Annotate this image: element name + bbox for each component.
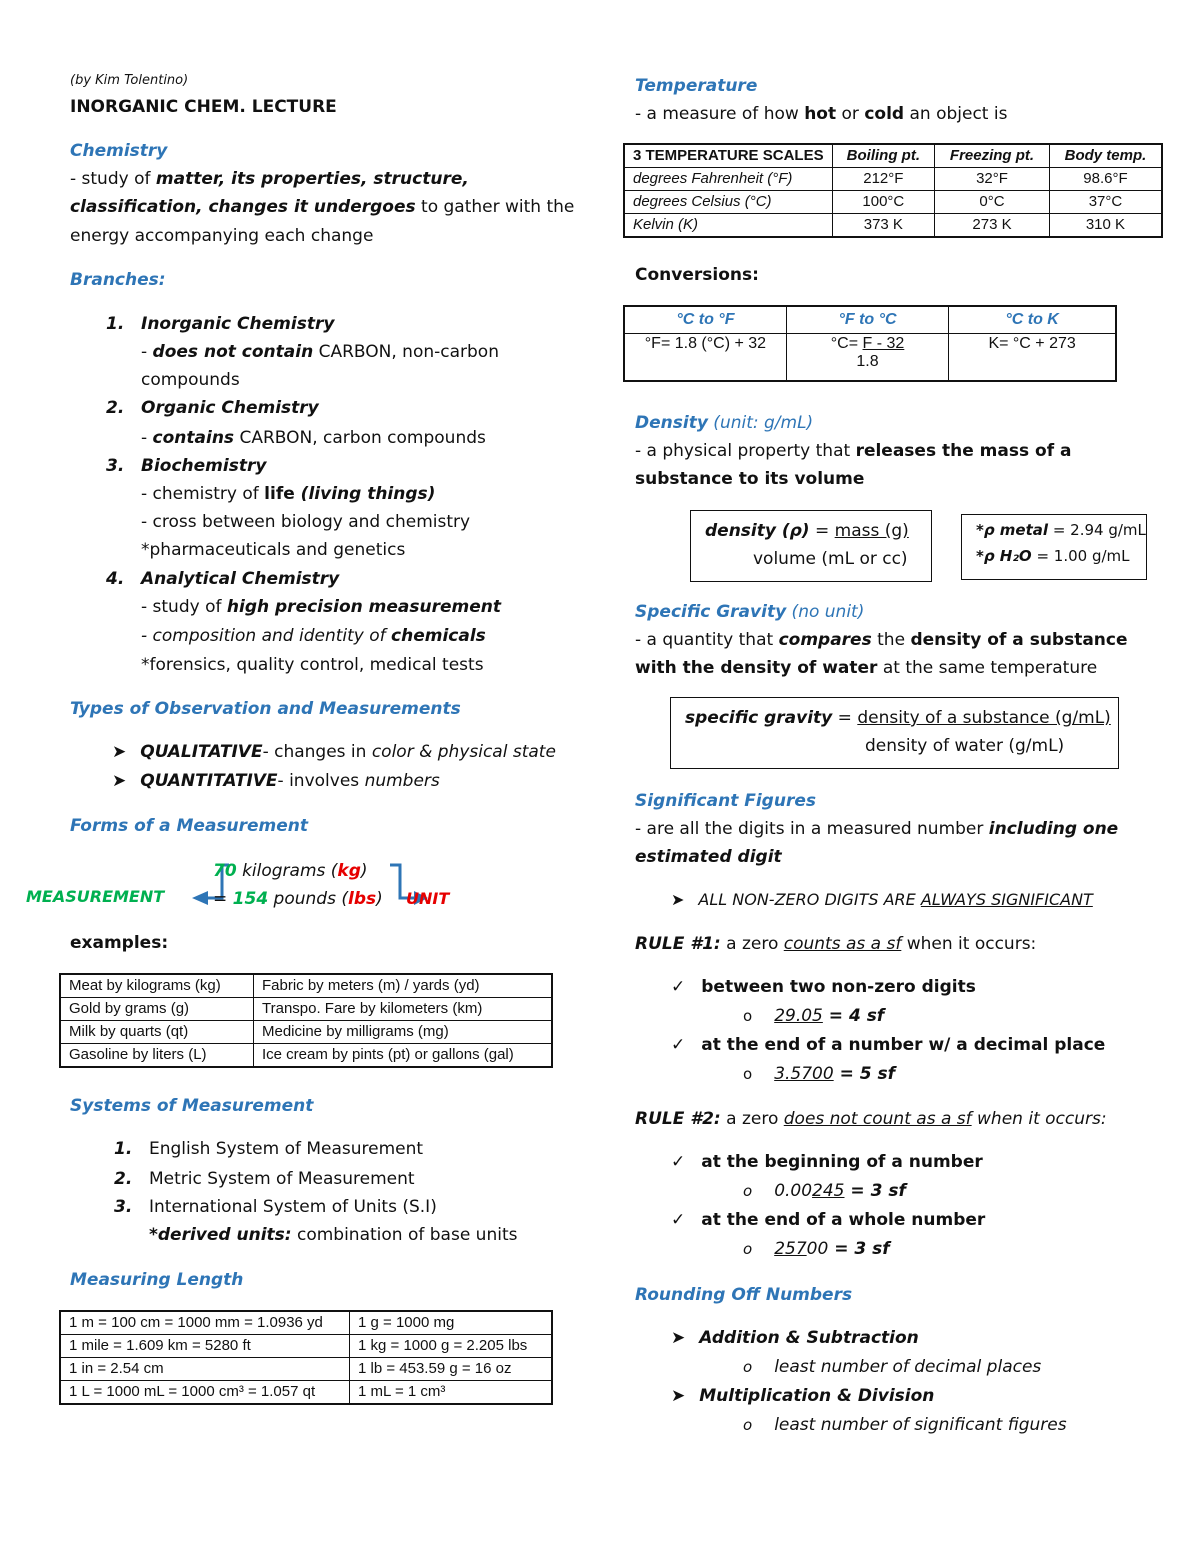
- table-cell: 1 lb = 453.59 g = 16 oz: [350, 1358, 553, 1381]
- branch-number-4: 4.: [106, 569, 125, 589]
- arrow-bullet-icon: ➤: [671, 890, 685, 909]
- table-cell: 100°C: [832, 191, 935, 214]
- chemistry-definition-line1: - study of matter, its properties, structure,: [70, 169, 469, 189]
- checkmark-icon: ✓: [671, 1035, 686, 1055]
- table-cell: 1 mile = 1.609 km = 5280 ft: [60, 1335, 350, 1358]
- branches-heading: Branches:: [70, 270, 166, 290]
- rounding-heading: Rounding Off Numbers: [635, 1285, 853, 1305]
- table-cell: 212°F: [832, 168, 935, 191]
- table-header: Boiling pt.: [832, 144, 935, 168]
- table-cell: 1 L = 1000 mL = 1000 cm³ = 1.057 qt: [60, 1381, 350, 1405]
- table-cell: 1 mL = 1 cm³: [350, 1381, 553, 1405]
- table-header-row: [624, 306, 1116, 334]
- author-credit: (by Kim Tolentino): [70, 73, 189, 88]
- systems-item-metric: Metric System of Measurement: [149, 1169, 415, 1189]
- table-row: [624, 191, 1162, 214]
- branch-biochem-desc1: - chemistry of life (living things): [141, 484, 436, 504]
- table-cell: Milk by quarts (qt): [60, 1021, 254, 1044]
- table-row: [60, 1358, 552, 1381]
- length-heading: Measuring Length: [70, 1270, 244, 1290]
- table-cell: Kelvin (K): [624, 214, 832, 238]
- table-row: [60, 974, 552, 998]
- branch-inorganic-desc: - does not contain CARBON, non-carbon: [141, 342, 499, 362]
- checkmark-icon: ✓: [671, 977, 686, 997]
- density-definition-line2: substance to its volume: [635, 469, 865, 489]
- table-header: °C to °F: [624, 306, 786, 334]
- chemistry-heading: Chemistry: [70, 141, 168, 161]
- table-cell: 37°C: [1049, 191, 1162, 214]
- length-table: [59, 1310, 553, 1405]
- density-formula-numerator: density (ρ) = mass (g): [705, 521, 909, 541]
- branch-title-inorganic: Inorganic Chemistry: [141, 314, 335, 334]
- sg-formula-numerator: specific gravity = density of a substance (g/mL): [685, 708, 1111, 728]
- rule1-example1: o 29.05 = 4 sf: [743, 1006, 885, 1026]
- systems-item-si: International System of Units (S.I): [149, 1197, 437, 1217]
- measurement-example-line2: = 154 pounds (lbs): [213, 889, 383, 909]
- branch-title-organic: Organic Chemistry: [141, 398, 319, 418]
- table-cell: 98.6°F: [1049, 168, 1162, 191]
- table-header: 3 TEMPERATURE SCALES: [624, 144, 832, 168]
- derived-units-note: *derived units: combination of base units: [149, 1225, 518, 1245]
- branch-biochem-desc3: *pharmaceuticals and genetics: [141, 540, 406, 560]
- checkmark-icon: ✓: [671, 1210, 686, 1230]
- branch-inorganic-desc2: compounds: [141, 370, 240, 390]
- rule1-heading: RULE #1: a zero counts as a sf when it occurs:: [635, 934, 1037, 954]
- density-water-note: *ρ H₂O = 1.00 g/mL: [976, 547, 1130, 565]
- density-formula-box: [690, 510, 932, 582]
- page-title: INORGANIC CHEM. LECTURE: [70, 97, 337, 117]
- rule1-example2: o 3.5700 = 5 sf: [743, 1064, 896, 1084]
- branch-title-biochemistry: Biochemistry: [141, 456, 267, 476]
- branch-title-analytical: Analytical Chemistry: [141, 569, 340, 589]
- conversion-c-to-f: °F= 1.8 (°C) + 32: [624, 334, 786, 382]
- arrow-bullet-icon: ➤: [671, 1386, 686, 1406]
- table-cell: 1 m = 100 cm = 1000 mm = 1.0936 yd: [60, 1311, 350, 1335]
- conversions-heading: Conversions:: [635, 265, 759, 285]
- checkmark-icon: ✓: [671, 1152, 686, 1172]
- sg-formula-denominator: density of water (g/mL): [865, 736, 1065, 756]
- arrow-bullet-icon: ➤: [112, 742, 127, 762]
- systems-number-1: 1.: [114, 1139, 133, 1159]
- sg-definition-line2: with the density of water at the same temperature: [635, 658, 1098, 678]
- examples-table: [59, 973, 553, 1068]
- table-row: [624, 168, 1162, 191]
- systems-number-2: 2.: [114, 1169, 133, 1189]
- rounding-multiplication-rule: o least number of significant figures: [743, 1415, 1067, 1435]
- branch-analytical-desc2: - composition and identity of chemicals: [141, 626, 486, 646]
- table-header: °F to °C: [786, 306, 948, 334]
- branch-number-1: 1.: [106, 314, 125, 334]
- table-cell: 373 K: [832, 214, 935, 238]
- chemistry-definition-line2: classification, changes it undergoes to gather with the: [70, 197, 575, 217]
- sigfig-definition-line1: - are all the digits in a measured number including one: [635, 819, 1119, 839]
- rounding-addition-rule: o least number of decimal places: [743, 1357, 1042, 1377]
- chemistry-definition-line3: energy accompanying each change: [70, 226, 374, 246]
- rounding-item-multiplication: ➤ Multiplication & Division: [671, 1386, 935, 1406]
- conversion-f-to-c: °C= F - 32 1.8: [786, 334, 948, 382]
- systems-item-english: English System of Measurement: [149, 1139, 424, 1159]
- rule2-example1: o 0.00245 = 3 sf: [743, 1181, 906, 1201]
- table-row: [624, 214, 1162, 238]
- table-row: [60, 1044, 552, 1068]
- temperature-scales-table: [623, 143, 1163, 238]
- table-cell: 0°C: [935, 191, 1050, 214]
- arrow-bullet-icon: ➤: [112, 771, 127, 791]
- table-cell: Transpo. Fare by kilometers (km): [254, 998, 553, 1021]
- table-row: [60, 1021, 552, 1044]
- branch-biochem-desc2: - cross between biology and chemistry: [141, 512, 471, 532]
- temperature-definition: - a measure of how hot or cold an object is: [635, 104, 1008, 124]
- table-row: [60, 998, 552, 1021]
- forms-heading: Forms of a Measurement: [70, 816, 309, 836]
- temperature-heading: Temperature: [635, 76, 758, 96]
- density-notes-box: [961, 514, 1147, 580]
- branch-analytical-desc1: - study of high precision measurement: [141, 597, 501, 617]
- rule2-item2: ✓ at the end of a whole number: [671, 1210, 986, 1230]
- density-metal-note: *ρ metal = 2.94 g/mL: [976, 521, 1146, 539]
- table-row: [60, 1381, 552, 1405]
- systems-heading: Systems of Measurement: [70, 1096, 314, 1116]
- table-cell: 310 K: [1049, 214, 1162, 238]
- arrow-bullet-icon: ➤: [671, 1328, 686, 1348]
- branch-analytical-desc3: *forensics, quality control, medical tests: [141, 655, 484, 675]
- table-row: [60, 1335, 552, 1358]
- table-cell: degrees Fahrenheit (°F): [624, 168, 832, 191]
- density-heading: Density (unit: g/mL): [635, 413, 814, 433]
- table-header-row: [624, 144, 1162, 168]
- table-cell: Fabric by meters (m) / yards (yd): [254, 974, 553, 998]
- sg-definition-line1: - a quantity that compares the density of a substance: [635, 630, 1128, 650]
- conversions-table: [623, 305, 1117, 382]
- observation-heading: Types of Observation and Measurements: [70, 699, 461, 719]
- table-cell: Meat by kilograms (kg): [60, 974, 254, 998]
- specific-gravity-heading: Specific Gravity (no unit): [635, 602, 865, 622]
- rule1-item2: ✓ at the end of a number w/ a decimal place: [671, 1035, 1106, 1055]
- table-cell: 32°F: [935, 168, 1050, 191]
- sigfig-definition-line2: estimated digit: [635, 847, 782, 867]
- table-cell: Medicine by milligrams (mg): [254, 1021, 553, 1044]
- branch-number-3: 3.: [106, 456, 125, 476]
- qualitative-item: ➤ QUALITATIVE- changes in color & physical state: [112, 742, 556, 762]
- nonzero-rule: ➤ ALL NON-ZERO DIGITS ARE ALWAYS SIGNIFICANT: [671, 890, 1093, 909]
- measurement-example-line1: 70 kilograms (kg): [213, 861, 368, 881]
- sg-formula-box: [670, 697, 1119, 769]
- table-row: [624, 334, 1116, 382]
- rule2-example2: o 25700 = 3 sf: [743, 1239, 890, 1259]
- unit-label: UNIT: [406, 889, 450, 908]
- conversion-c-to-k: K= °C + 273: [949, 334, 1116, 382]
- rounding-item-addition: ➤ Addition & Subtraction: [671, 1328, 919, 1348]
- systems-number-3: 3.: [114, 1197, 133, 1217]
- density-definition-line1: - a physical property that releases the mass of a: [635, 441, 1072, 461]
- table-cell: degrees Celsius (°C): [624, 191, 832, 214]
- measurement-label: MEASUREMENT: [26, 887, 165, 906]
- table-header: Body temp.: [1049, 144, 1162, 168]
- rule2-heading: RULE #2: a zero does not count as a sf when it occurs:: [635, 1109, 1107, 1129]
- examples-heading: examples:: [70, 933, 169, 953]
- sigfig-heading: Significant Figures: [635, 791, 816, 811]
- density-formula-denominator: volume (mL or cc): [753, 549, 908, 569]
- rule2-item1: ✓ at the beginning of a number: [671, 1152, 983, 1172]
- table-cell: 1 kg = 1000 g = 2.205 lbs: [350, 1335, 553, 1358]
- table-cell: 1 g = 1000 mg: [350, 1311, 553, 1335]
- rule1-item1: ✓ between two non-zero digits: [671, 977, 976, 997]
- quantitative-item: ➤ QUANTITATIVE- involves numbers: [112, 771, 440, 791]
- table-header: Freezing pt.: [935, 144, 1050, 168]
- branch-organic-desc: - contains CARBON, carbon compounds: [141, 428, 486, 448]
- table-cell: Gold by grams (g): [60, 998, 254, 1021]
- table-cell: 273 K: [935, 214, 1050, 238]
- table-row: [60, 1311, 552, 1335]
- branch-number-2: 2.: [106, 398, 125, 418]
- table-cell: 1 in = 2.54 cm: [60, 1358, 350, 1381]
- table-cell: Ice cream by pints (pt) or gallons (gal): [254, 1044, 553, 1068]
- table-header: °C to K: [949, 306, 1116, 334]
- table-cell: Gasoline by liters (L): [60, 1044, 254, 1068]
